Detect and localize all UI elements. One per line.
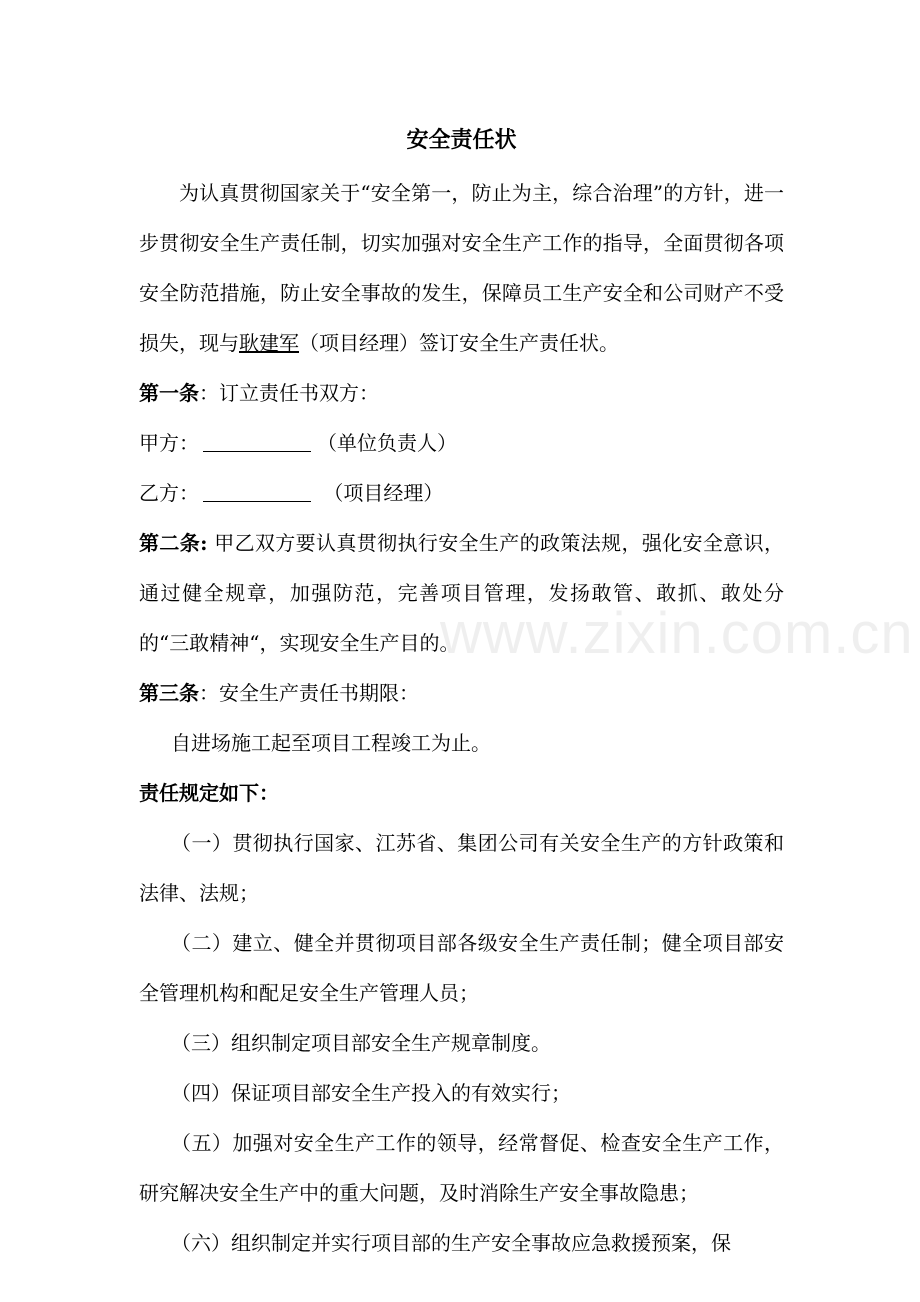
article-3 bbox=[139, 668, 784, 718]
article-1-label: 第一条 bbox=[139, 381, 199, 405]
document-body bbox=[139, 118, 784, 1268]
article-3-label: 第三条 bbox=[139, 681, 199, 705]
project-manager-name: 耿建军 bbox=[239, 331, 299, 355]
party-a-prefix: 甲方： bbox=[139, 431, 199, 455]
term-paragraph: 自进场施工起至项目工程竣工为止。 bbox=[171, 731, 491, 755]
responsibilities-heading: 责任规定如下： bbox=[139, 781, 279, 805]
responsibility-item-5: （五）加强对安全生产工作的领导，经常督促、检查安全生产工作，研究解决安全生产中的重大问题，及时消除生产安全事故隐患； bbox=[139, 1131, 784, 1205]
article-3-text: ：安全生产责任书期限： bbox=[199, 681, 419, 705]
party-a-line bbox=[139, 418, 784, 468]
intro-text-part2: （项目经理）签订安全生产责任状。 bbox=[299, 331, 619, 355]
party-b-line bbox=[139, 468, 784, 518]
party-b-blank bbox=[203, 481, 311, 502]
article-2-label: 第二条: bbox=[139, 531, 208, 555]
article-2-text: 甲乙双方要认真贯彻执行安全生产的政策法规，强化安全意识，通过健全规章，加强防范，完善项目管理，发扬敢管、敢抓、敢处分的“三敢精神“，实现安全生产目的。 bbox=[139, 531, 785, 655]
watermark: www.zixin.com.cn bbox=[440, 601, 914, 666]
article-1-text: ：订立责任书双方： bbox=[199, 381, 379, 405]
intro-paragraph bbox=[139, 168, 784, 368]
party-a-blank bbox=[203, 431, 311, 452]
article-1 bbox=[139, 368, 784, 418]
party-b-role: （项目经理） bbox=[323, 481, 444, 505]
intro-text-part1: 为认真贯彻国家关于“安全第一，防止为主，综合治理”的方针，进一步贯彻安全生产责任制，切实加强对安全生产工作的指导，全面贯彻各项安全防范措施，防止安全事故的发生，保障员工生产安全和公司财产不受损失，现与 bbox=[139, 181, 784, 355]
party-b-prefix: 乙方： bbox=[139, 481, 199, 505]
responsibility-item-2: （二）建立、健全并贯彻项目部各级安全生产责任制；健全项目部安全管理机构和配足安全生产管理人员； bbox=[139, 931, 784, 1005]
article-2 bbox=[139, 518, 784, 668]
party-a-role: （单位负责人） bbox=[317, 431, 457, 455]
responsibility-item-3: （三）组织制定项目部安全生产规章制度。 bbox=[171, 1031, 551, 1055]
responsibility-item-6: （六）组织制定并实行项目部的生产安全事故应急救援预案，保 bbox=[171, 1231, 731, 1255]
responsibility-item-1: （一）贯彻执行国家、江苏省、集团公司有关安全生产的方针政策和法律、法规； bbox=[139, 831, 784, 905]
document-title: 安全责任状 bbox=[406, 127, 517, 153]
responsibility-item-4: （四）保证项目部安全生产投入的有效实行； bbox=[171, 1081, 571, 1105]
